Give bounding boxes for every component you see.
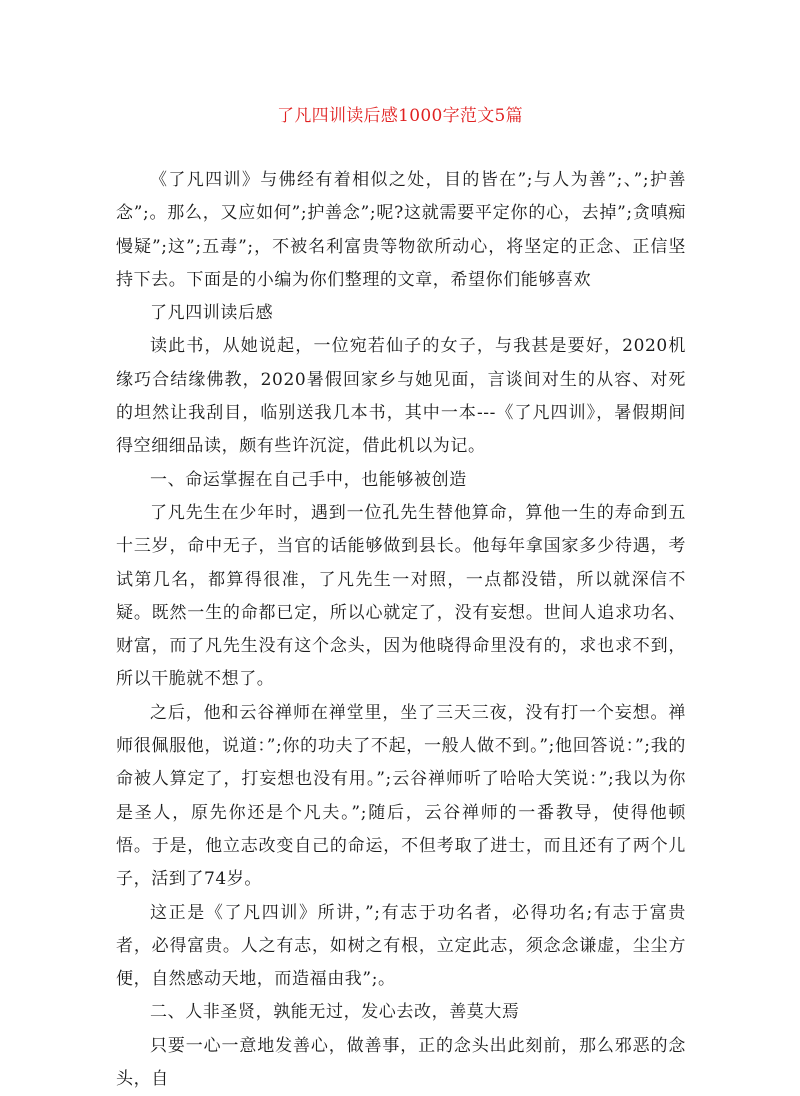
section-heading-review: 了凡四训读后感: [150, 303, 274, 324]
section-heading-two: 二、人非圣贤，孰能无过，发心去改，善莫大焉: [150, 1002, 520, 1023]
document-body: [116, 164, 686, 1096]
paragraph-chan-master: 之后，他和云谷禅师在禅堂里，坐了三天三夜，没有打一个妄想。禅师很佩服他，说道：”;你的功夫了不起，一般人做不到。”;他回答说：”;我的命被人算定了，打妄想也没有用。”;云谷禅师听了哈哈大笑说：”;我以为你是圣人，原先你还是个凡夫。”;随后，云谷禅师的一番教导，使得他顿悟。于是，他立志改变自己的命运，不但考取了进士，而且还有了两个儿子，活到了74岁。: [116, 702, 686, 890]
paragraph-origin: 读此书，从她说起，一位宛若仙子的女子，与我甚是要好，2020机缘巧合结缘佛教，2020暑假回家乡与她见面，言谈间对生的从容、对死的坦然让我刮目，临别送我几本书，其中一本---《了凡四训》，暑假期间得空细细品读，颇有些许沉淀，借此机以为记。: [116, 336, 686, 457]
paragraph-intro: 《了凡四训》与佛经有着相似之处，目的皆在”;与人为善”;、”;护善念”;。那么，又应如何”;护善念”;呢?这就需要平定你的心，去掉”;贪嗔痴慢疑”;这”;五毒”;，不被名利富贵等物欲所动心，将坚定的正念、正信坚持下去。下面是的小编为你们整理的文章，希望你们能够喜欢: [116, 170, 686, 290]
paragraph-kindness: 只要一心一意地发善心，做善事，正的念头出此刻前，那么邪恶的念头，自: [116, 1035, 686, 1090]
paragraph-ambition: 这正是《了凡四训》所讲，”;有志于功名者，必得功名;有志于富贵者，必得富贵。人之有志，如树之有根，立定此志，须念念谦虚，尘尘方便，自然感动天地，而造福由我”;。: [116, 902, 686, 990]
document-title: 了凡四训读后感1000字范文5篇: [277, 106, 523, 126]
section-heading-one: 一、命运掌握在自己手中，也能够被创造: [150, 469, 467, 490]
paragraph-fortune: 了凡先生在少年时，遇到一位孔先生替他算命，算他一生的寿命到五十三岁，命中无子，当官的话能够做到县长。他每年拿国家多少待遇，考试第几名，都算得很准，了凡先生一对照，一点都没错，所以就深信不疑。既然一生的命都已定，所以心就定了，没有妄想。世间人追求功名、财富，而了凡先生没有这个念头，因为他晓得命里没有的，求也求不到，所以干脆就不想了。: [116, 502, 686, 690]
